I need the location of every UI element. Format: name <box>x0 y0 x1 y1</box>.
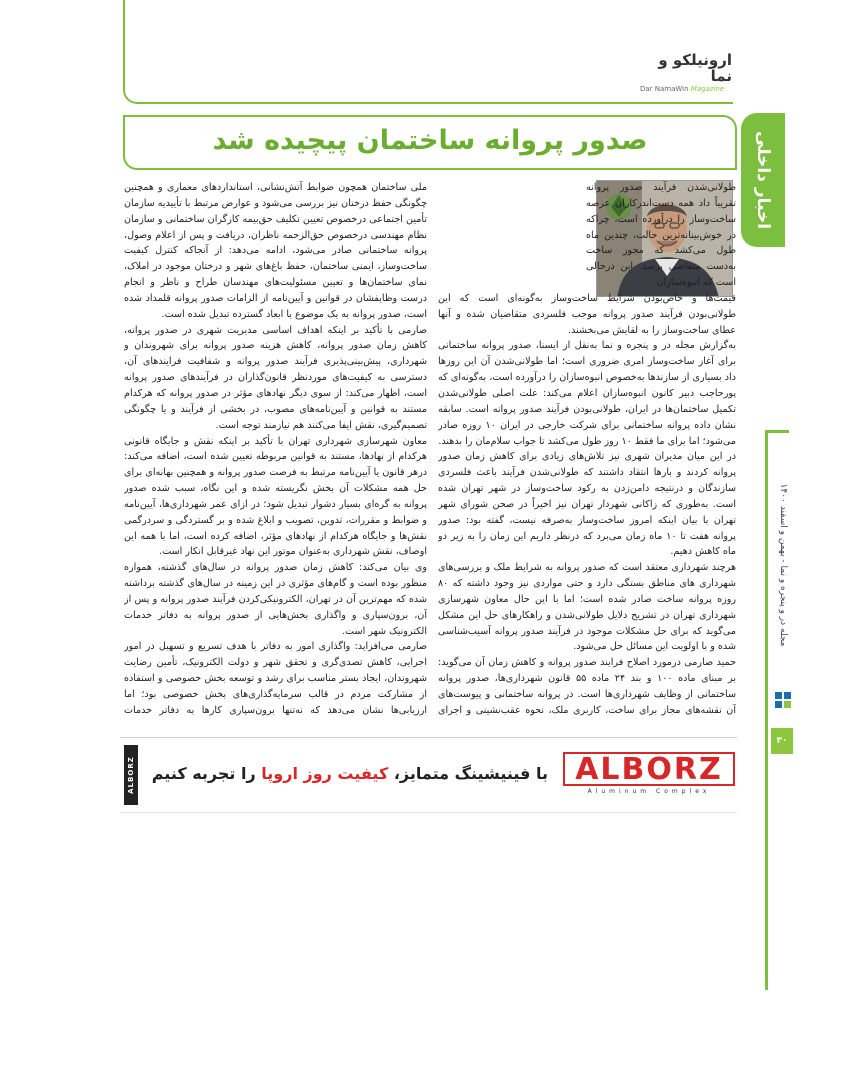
ad-tagline <box>151 764 548 783</box>
alborz-logo <box>563 752 735 800</box>
section-tab-label: اخبار داخلی <box>753 130 773 230</box>
ad-side-strip <box>124 745 138 805</box>
article-paragraph: معاون شهرسازی شهرداری تهران با تأکید بر اینکه نقش و جایگاه قانونی هرکدام از نهادها، مستند به قوانین مربوطه تعیین شده است، اضافه می‌کند: درهر قانون یا آیین‌نامه مرتبط به فرصت صدور پروانه و همچنین بهانه‌ای برای حل همه مشکلات آن بخش نگریسته شده و این نگاه، سبب شده صدور پروانه به گره‌ای بسیار دشوار تبدیل شود؛ در ازای عمر شهرداری‌ها، آیین‌نامه و ضوابط و مقررات، تدوین، تصویب و ابلاغ شده و بر گستردگی و سردرگمی نقش‌ها و جایگاه هرکدام از نهادهای مؤثر، اضافه کرده است، اما با همه این اوصاف، نقش شهرداری به‌عنوان موتور این نهاد غیرقابل انکار است. <box>124 435 427 558</box>
title-bar <box>123 115 737 170</box>
ad-side-text: ALBORZ <box>127 756 135 794</box>
article-paragraph: قیمت‌ها و خاص‌بودن شرایط ساخت‌وساز به‌گونه‌ای است که این طولانی‌بودن فرآیند صدور پروانه موجب فلسردی متقاضیان شده و آنها عطای ساخت‌وساز را به لقایش می‌بخشند. <box>438 292 736 336</box>
logo-persian: ارونیلکو و نما <box>658 51 732 85</box>
ad-tagline-highlight: کیفیت روز اروپا <box>261 764 389 783</box>
article-paragraph: در این میان مدیران شهری نیز تلاش‌های زیادی برای کاهش زمان صدور پروانه کردند و بارها انتقاد داشتند که طولانی‌شدن فرآیند باعث فلسردی سازندگان و درنتیجه دامن‌زدن به رکود ساخت‌وساز در شهر تهران شده است. به‌طوری که زاکانی شهردار تهران نیز اخیراً در صحن شورای شهر تهران با بیان اینکه امروز ساخت‌وساز به‌صرفه نیست، گفته بود: صدور پروانه هفت تا ۱۰ ماه زمان می‌برد که درنظر داریم این زمان را به زیر دو ماه کاهش دهیم. <box>438 451 736 558</box>
ad-tagline-pre: با فینیشینگ متمایز، <box>393 764 548 783</box>
page-number: ۳۰ <box>771 728 793 754</box>
side-rail <box>765 430 768 990</box>
magazine-issue-text: مجله در و پنجره و نما - بهمن و اسفند ۱۴۰۰ <box>778 483 788 647</box>
article-intro: طولانی‌شدن فرآیند صدور پروانه تقریباً داد همه دست‌اندرکاران عرصه ساخت‌وساز را درآورده است، چراکه در خوش‌بینانه‌ترین حالت، چندین ماه طول می‌کشد که مجوز ساخت به‌دست متقاضی برسد. این درحالی است که انبوه‌سازان <box>586 182 736 289</box>
article-column-right <box>438 180 736 720</box>
article-paragraph: صارمی می‌افزاید: واگذاری امور به دفاتر با هدف تسریع و تسهیل در امور اجرایی، کاهش تصدی‌گری و تحقق شهر و دولت الکترونیک، تأمین رضایت شهروندان، ایجاد بستر مناسب برای رشد و توسعه بخش خصوصی و استفاده از مشارکت مردم در قالب سرمایه‌گذاری‌های بخش خصوصی بود؛ اما ارزیابی‌ها نشان می‌دهد که نه‌تنها برون‌سپاری کارها به دفاتر خدمات <box>124 641 427 716</box>
alborz-logo-word: ALBORZ <box>563 752 735 786</box>
logo-magazine-word: Magazine <box>690 85 725 93</box>
ad-tagline-post: را تجربه کنیم <box>151 764 256 783</box>
article-paragraph: حمید صارمی درمورد اصلاح فرایند صدور پروانه و کاهش زمان آن می‌گوید: بر مبنای ماده ۱۰۰ و بند ۲۴ ماده ۵۵ قانون شهرداری‌ها، صدور پروانه ساختمانی از وظایف شهرداری‌ها است. در پروانه ساختمانی و پیوست‌های آن نقشه‌های مجاز برای ساخت، کاربری ملک، نحوه عقب‌نشینی و اجرای <box>438 657 736 716</box>
footer-divider <box>120 737 737 738</box>
article-paragraph: به‌گزارش مجله در و پنجره و نما به‌نقل از ایسنا، صدور پروانه ساختمانی برای آغاز ساخت‌وساز امری ضروری است؛ اما طولانی‌شدن آن این روزها داد بسیاری از سازندها به‌خصوص انبوه‌سازان را درآورده است، به‌گونه‌ای که پورحاجب دبیر کانون انبوه‌سازان اعلام می‌کند: علت اصلی طولانی‌شدن تکمیل ساختمان‌ها در ایران، طولانی‌بودن فرآیند صدور پروانه است. سابقه نشان داده پروانه ساختمانی برای شرکت خارجی در ایران ۱۰ روزه صادر می‌شود؛ اما برای ما فقط ۱۰ روز طول می‌کشد تا جواب سلام‌مان را بدهند. <box>438 340 736 447</box>
magazine-mark-icon <box>773 690 793 712</box>
article-paragraph: وی بیان می‌کند: کاهش زمان صدور پروانه در سال‌های گذشته، همواره منظور بوده است و گام‌های مؤثری در این زمینه در سال‌های گذشته برداشته شده که مهم‌ترین آن در تهران، الکترونیکی‌کردن فرآیند صدور پروانه و پس از آن، برون‌سپاری و واگذاری بخش‌هایی از صدور پروانه به دفاتر خدمات الکترونیک شهر است. <box>124 562 427 637</box>
article-paragraph: هرچند شهرداری معتقد است که صدور پروانه به شرایط ملک و بررسی‌های شهرداری های مناطق بستگی دارد و حتی مواردی نیز وجود داشته که ۸۰ روزه پروانه ساخت صادر شده است؛ اما با این حال معاون شهرسازی شهرداری تهران در تشریح دلایل طولانی‌شدن و راهکارهای حل این مشکل می‌گوید که برای حل مشکلات موجود در فرآیند صدور پروانه آسیب‌شناسی شده و با اولویت این مسائل حل می‌شود. <box>438 562 736 653</box>
magazine-issue-vertical <box>775 440 791 690</box>
section-tab <box>741 113 785 247</box>
side-rail-cap <box>765 430 789 433</box>
article-paragraph: ملی ساختمان همچون ضوابط آتش‌نشانی، استانداردهای معماری و همچنین چگونگی حفظ درختان نیز بررسی می‌شود و عوارض مرتبط با تأییدیه سازمان تأمین اجتماعی درخصوص تعیین تکلیف حق‌بیمه کارگران ساختمانی و سازمان نظام مهندسی درخصوص حق‌الزحمه ناظران، دریافت و پس از اعلام وصول، پروانه ساختمانی صادر می‌شود، ادامه می‌دهد: از آنجاکه کنترل کیفیت ساخت‌وساز، ایمنی ساختمان، حفظ باغ‌های شهر و درختان موجود در املاک، نمای ساختمان‌ها و تعیین مسئولیت‌های مهندسان طراح و ناظر و انجام درست وظایفشان در قوانین و آیین‌نامه از الزامات صدور پروانه قلمداد شده است، صدور پروانه به یک موضوع با ابعاد گسترده تبدیل شده است. <box>124 182 427 320</box>
article-title: صدور پروانه ساختمان پیچیده شد <box>212 125 648 156</box>
article-column-left <box>124 180 427 720</box>
magazine-logo <box>640 51 732 93</box>
article-paragraph: صارمی با تأکید بر اینکه اهداف اساسی مدیریت شهری در صدور پروانه، کاهش زمان صدور پروانه، کاهش هزینه صدور پروانه برای شهروندان و شهرداری، پیش‌بینی‌پذیری فرآیند صدور پروانه و شفافیت فرایندهای آن، دسترسی به کیفیت‌های موردنظر قانون‌گذاران در فرآیندهای صدور پروانه است، اظهار می‌کند: از سوی دیگر نهادهای مؤثر در صدور پروانه که هرکدام مستند به قوانین و آیین‌نامه‌های مصوب، در بخشی از فرآیند و یا چگونگی تصمیم‌گیری، نقش ایفا می‌کنند هم نیازمند توجه است. <box>124 324 427 431</box>
logo-english-name: Dar NamaWin <box>640 85 689 93</box>
alborz-logo-sub: Aluminum Complex <box>587 788 711 795</box>
logo-english <box>640 84 732 94</box>
bottom-rule <box>120 812 737 813</box>
